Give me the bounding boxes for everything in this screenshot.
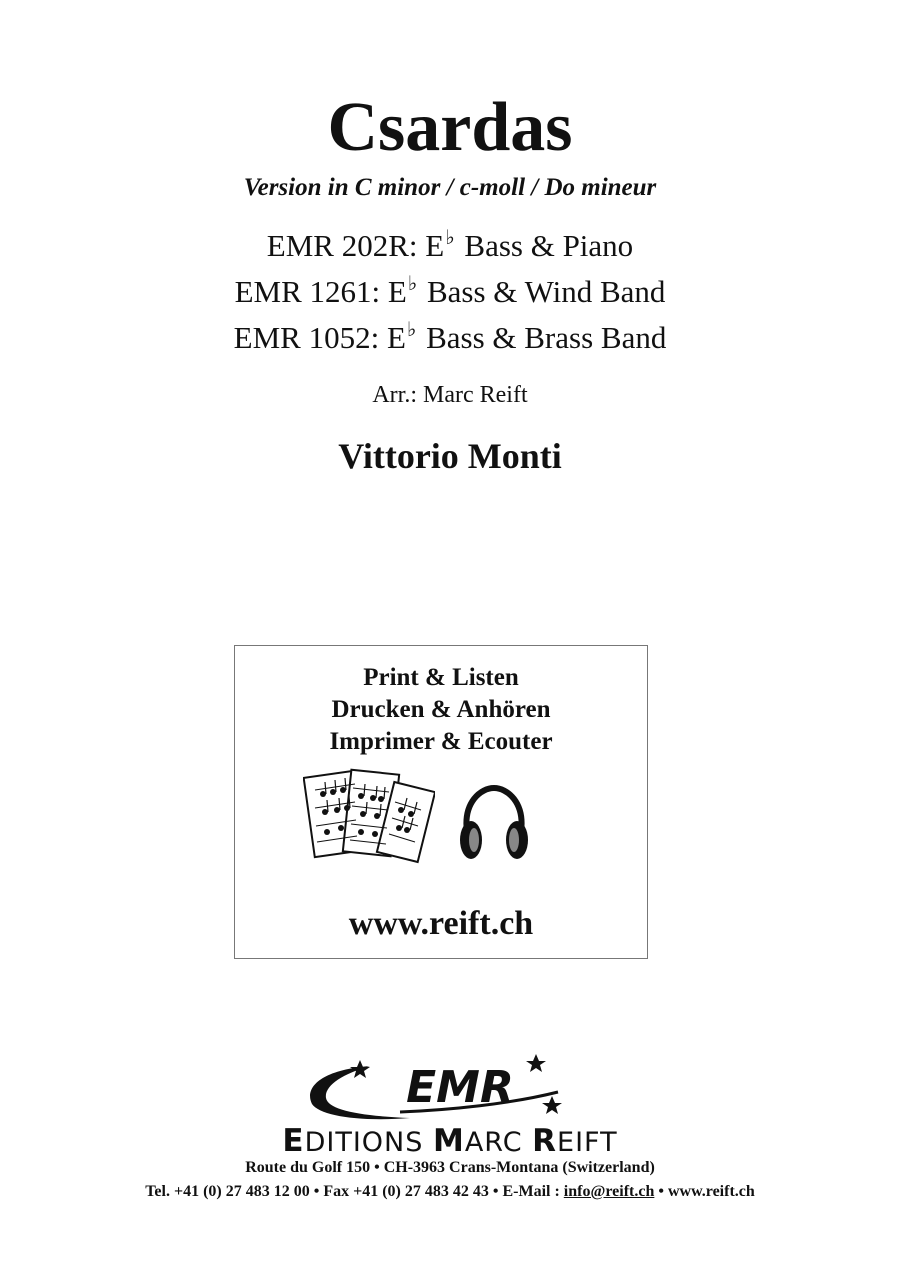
arranger-credit: Arr.: Marc Reift bbox=[372, 382, 528, 408]
brand-text: EIFT bbox=[557, 1127, 618, 1158]
promo-line: Drucken & Anhören bbox=[331, 696, 551, 723]
headphones-icon bbox=[457, 784, 531, 866]
edition-key: E bbox=[425, 228, 445, 263]
brand-text: DITIONS bbox=[304, 1127, 433, 1158]
edition-code: EMR 1052: bbox=[233, 320, 380, 355]
email-link[interactable]: info@reift.ch bbox=[563, 1183, 655, 1200]
composer-name: Vittorio Monti bbox=[338, 436, 562, 476]
publisher-contact bbox=[0, 1182, 900, 1202]
edition-instrumentation: Bass & Wind Band bbox=[426, 274, 666, 309]
contact-phone-fax: Tel. +41 (0) 27 483 12 00 • Fax +41 (0) 27 483 42 43 • E-Mail : bbox=[145, 1183, 560, 1200]
promo-url[interactable]: www.reift.ch bbox=[348, 905, 534, 942]
svg-text:EMR: EMR bbox=[406, 1062, 514, 1113]
edition-key: E bbox=[386, 320, 406, 355]
version-subtitle: Version in C minor / c-moll / Do mineur bbox=[243, 174, 657, 201]
brand-initial: M bbox=[432, 1123, 465, 1159]
publisher-name bbox=[0, 1123, 900, 1159]
print-listen-box bbox=[234, 645, 648, 959]
promo-line: Print & Listen bbox=[363, 664, 519, 691]
edition-code: EMR 202R: bbox=[266, 228, 418, 263]
flat-sign: ♭ bbox=[406, 319, 417, 341]
brand-initial: E bbox=[282, 1123, 305, 1159]
edition-line bbox=[0, 272, 900, 316]
edition-key: E bbox=[387, 274, 407, 309]
edition-instrumentation: Bass & Piano bbox=[464, 228, 634, 263]
edition-line bbox=[0, 318, 900, 362]
publisher-address: Route du Golf 150 • CH-3963 Crans-Montana (Switzerland) bbox=[245, 1159, 655, 1176]
brand-text: ARC bbox=[464, 1127, 533, 1158]
edition-code: EMR 1261: bbox=[234, 274, 381, 309]
edition-line bbox=[0, 226, 900, 270]
sheet-music-icon bbox=[303, 764, 435, 869]
promo-line: Imprimer & Ecouter bbox=[329, 728, 553, 755]
brand-initial: R bbox=[532, 1123, 558, 1159]
flat-sign: ♭ bbox=[407, 273, 418, 295]
emr-logo bbox=[300, 1052, 580, 1124]
website-link[interactable]: • www.reift.ch bbox=[658, 1183, 755, 1200]
edition-instrumentation: Bass & Brass Band bbox=[426, 320, 667, 355]
page-title: Csardas bbox=[327, 89, 573, 166]
flat-sign: ♭ bbox=[445, 227, 455, 249]
